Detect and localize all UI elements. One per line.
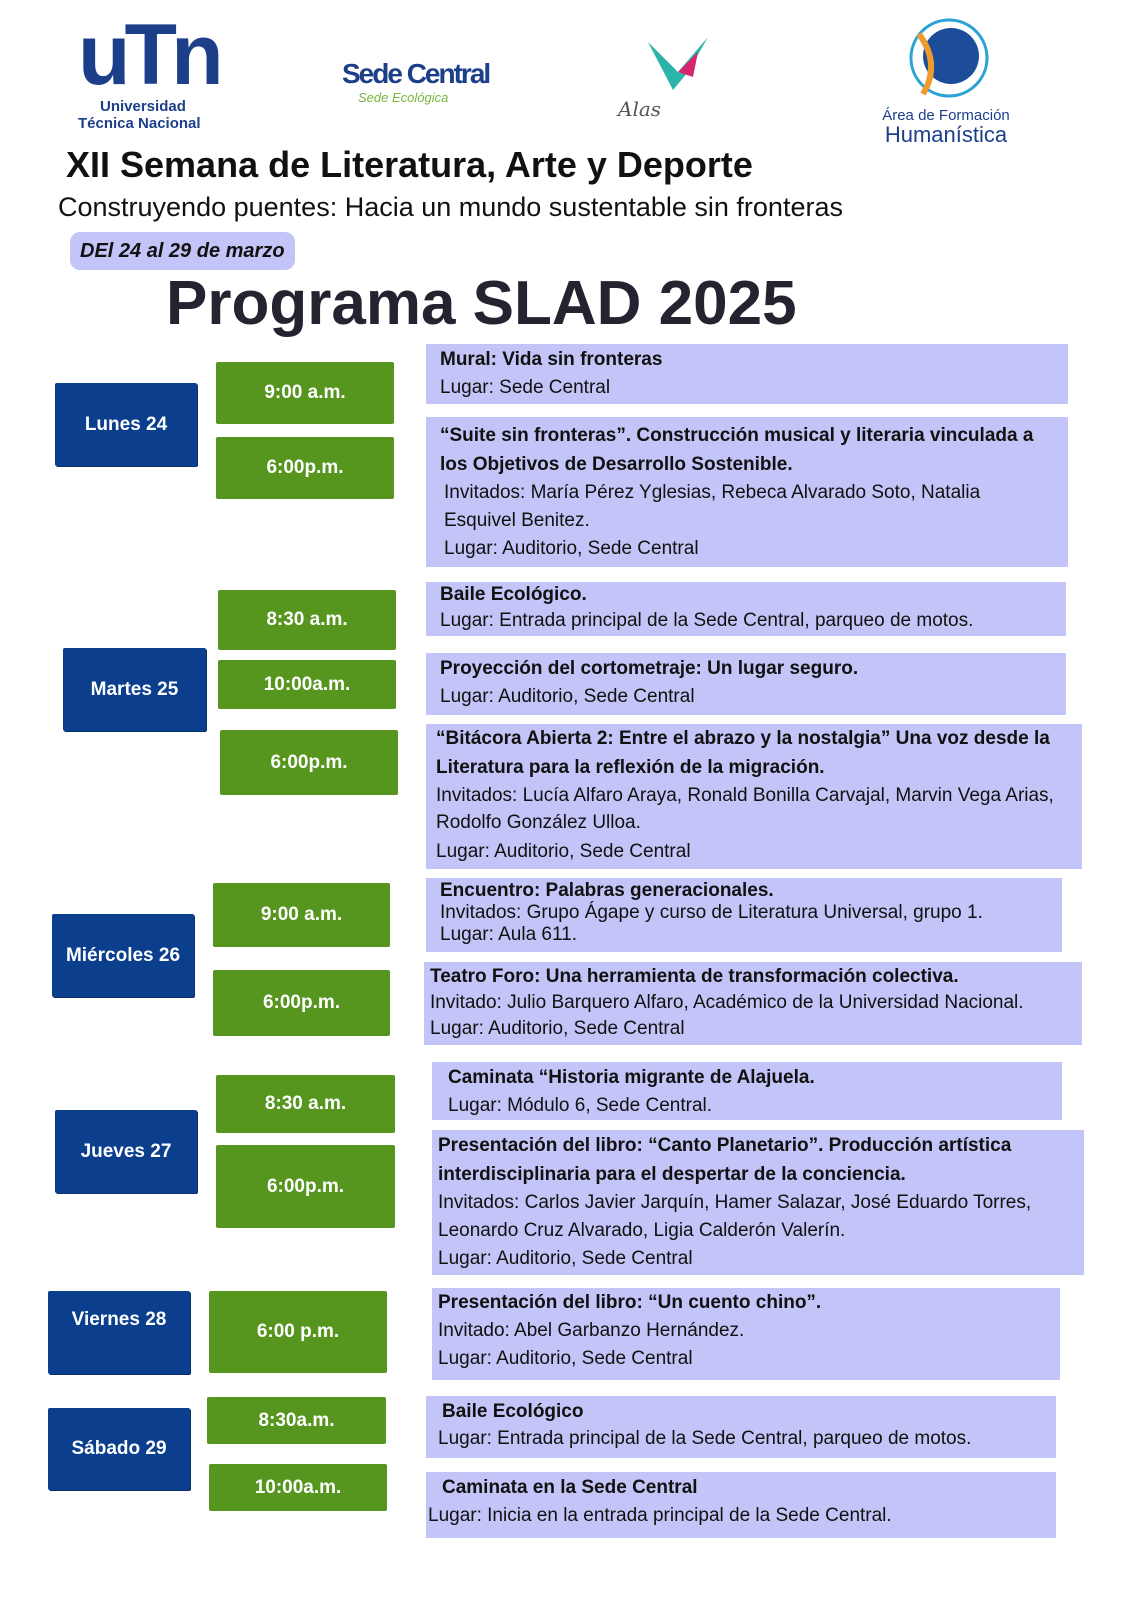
alas-logo-text: Alas [618,97,662,121]
event-detail: Lugar: Auditorio, Sede Central [430,1018,685,1039]
day-viernes: Viernes 28 [48,1291,190,1374]
event-title: Presentación del libro: “Un cuento chino”. [438,1292,822,1313]
event-card [426,417,1068,567]
event-detail: Invitado: Abel Garbanzo Hernández. [438,1320,745,1341]
time-slot: 6:00p.m. [216,1145,395,1228]
dates-badge: DEl 24 al 29 de marzo [70,232,295,270]
event-title: Baile Ecológico. [440,584,587,605]
event-title: Baile Ecológico [442,1401,584,1422]
event-title: XII Semana de Literatura, Arte y Deporte [66,144,753,185]
event-subtitle: Construyendo puentes: Hacia un mundo sustentable sin fronteras [58,192,843,222]
humanistica-line2: Humanística [884,122,1008,147]
globe-head-icon [901,14,991,102]
event-detail: Invitados: María Pérez Yglesias, Rebeca Alvarado Soto, Natalia Esquivel Benitez. [444,482,981,531]
event-detail: Invitado: Julio Barquero Alfaro, Académico de la Universidad Nacional. [430,992,1024,1013]
event-title: Mural: Vida sin fronteras [440,349,663,370]
event-card [426,344,1068,404]
event-title: Teatro Foro: Una herramienta de transformación colectiva. [430,966,959,987]
event-title: “Bitácora Abierta 2: Entre el abrazo y la nostalgia” Una voz desde la Literatura para la reflexión de la migración. [436,728,1050,778]
time-slot: 9:00 a.m. [213,883,390,947]
event-title: Caminata en la Sede Central [442,1477,698,1498]
event-card [426,653,1066,715]
time-slot: 6:00p.m. [213,970,390,1036]
day-jueves: Jueves 27 [55,1110,197,1193]
hummingbird-icon [618,32,718,92]
event-title: Encuentro: Palabras generacionales. [440,880,774,901]
event-card [426,582,1066,636]
time-slot: 10:00a.m. [209,1464,387,1511]
humanistica-logo [876,14,1016,146]
event-detail: Lugar: Auditorio, Sede Central [436,841,691,862]
event-detail: Invitados: Carlos Javier Jarquín, Hamer Salazar, José Eduardo Torres, Leonardo Cruz Alvarado, Ligia Calderón Valerín. [438,1192,1032,1241]
event-card [432,1062,1062,1120]
event-title: Presentación del libro: “Canto Planetario”. Producción artística interdisciplinaria para el despertar de la conciencia. [438,1135,1012,1185]
time-slot: 8:30 a.m. [216,1075,395,1133]
day-miercoles: Miércoles 26 [52,914,194,997]
event-detail: Lugar: Aula 611. [440,924,577,945]
utn-logo-mark: uTn [78,7,218,103]
event-detail: Lugar: Auditorio, Sede Central [438,1248,693,1269]
event-detail: Lugar: Auditorio, Sede Central [444,538,699,559]
time-slot: 9:00 a.m. [216,362,394,424]
event-title: Proyección del cortometraje: Un lugar seguro. [440,658,859,679]
sede-logo-main: Sede Central [342,58,490,89]
time-slot: 8:30 a.m. [218,590,396,650]
sede-logo-sub: Sede Ecológica [358,90,449,105]
program-title: Programa SLAD 2025 [166,269,797,338]
utn-logo [78,7,238,142]
event-detail: Lugar: Auditorio, Sede Central [440,686,695,707]
event-title: Caminata “Historia migrante de Alajuela. [448,1067,815,1088]
event-detail: Lugar: Entrada principal de la Sede Central, parqueo de motos. [440,610,974,631]
event-card [432,1288,1060,1380]
alas-logo [618,32,718,121]
event-detail: Lugar: Módulo 6, Sede Central. [448,1095,713,1116]
event-card [426,878,1062,952]
event-detail: Lugar: Sede Central [440,377,611,398]
day-lunes: Lunes 24 [55,383,197,466]
event-card [426,1472,1056,1538]
time-slot: 8:30a.m. [207,1397,386,1444]
event-detail: Lugar: Inicia en la entrada principal de la Sede Central. [428,1505,892,1526]
event-title: “Suite sin fronteras”. Construcción musical y literaria vinculada a los Objetivos de Desarrollo Sostenible. [440,425,1034,475]
event-card [426,724,1082,869]
event-card [432,1130,1084,1275]
day-martes: Martes 25 [63,648,206,731]
event-detail: Invitados: Grupo Ágape y curso de Literatura Universal, grupo 1. [440,902,983,923]
event-detail: Lugar: Entrada principal de la Sede Central, parqueo de motos. [438,1428,972,1449]
sede-central-logo [342,58,489,105]
event-card [426,1396,1056,1458]
event-detail: Lugar: Auditorio, Sede Central [438,1348,693,1369]
time-slot: 6:00 p.m. [209,1291,387,1373]
time-slot: 10:00a.m. [218,660,396,709]
day-sabado: Sábado 29 [48,1408,190,1490]
utn-logo-line1: Universidad [100,98,186,115]
event-card [424,962,1082,1045]
humanistica-line1: Área de Formación [882,107,1010,124]
utn-logo-line2: Técnica Nacional [78,115,201,132]
time-slot: 6:00p.m. [220,730,398,795]
time-slot: 6:00p.m. [216,437,394,499]
event-detail: Invitados: Lucía Alfaro Araya, Ronald Bonilla Carvajal, Marvin Vega Arias, Rodolfo González Ulloa. [436,785,1054,833]
